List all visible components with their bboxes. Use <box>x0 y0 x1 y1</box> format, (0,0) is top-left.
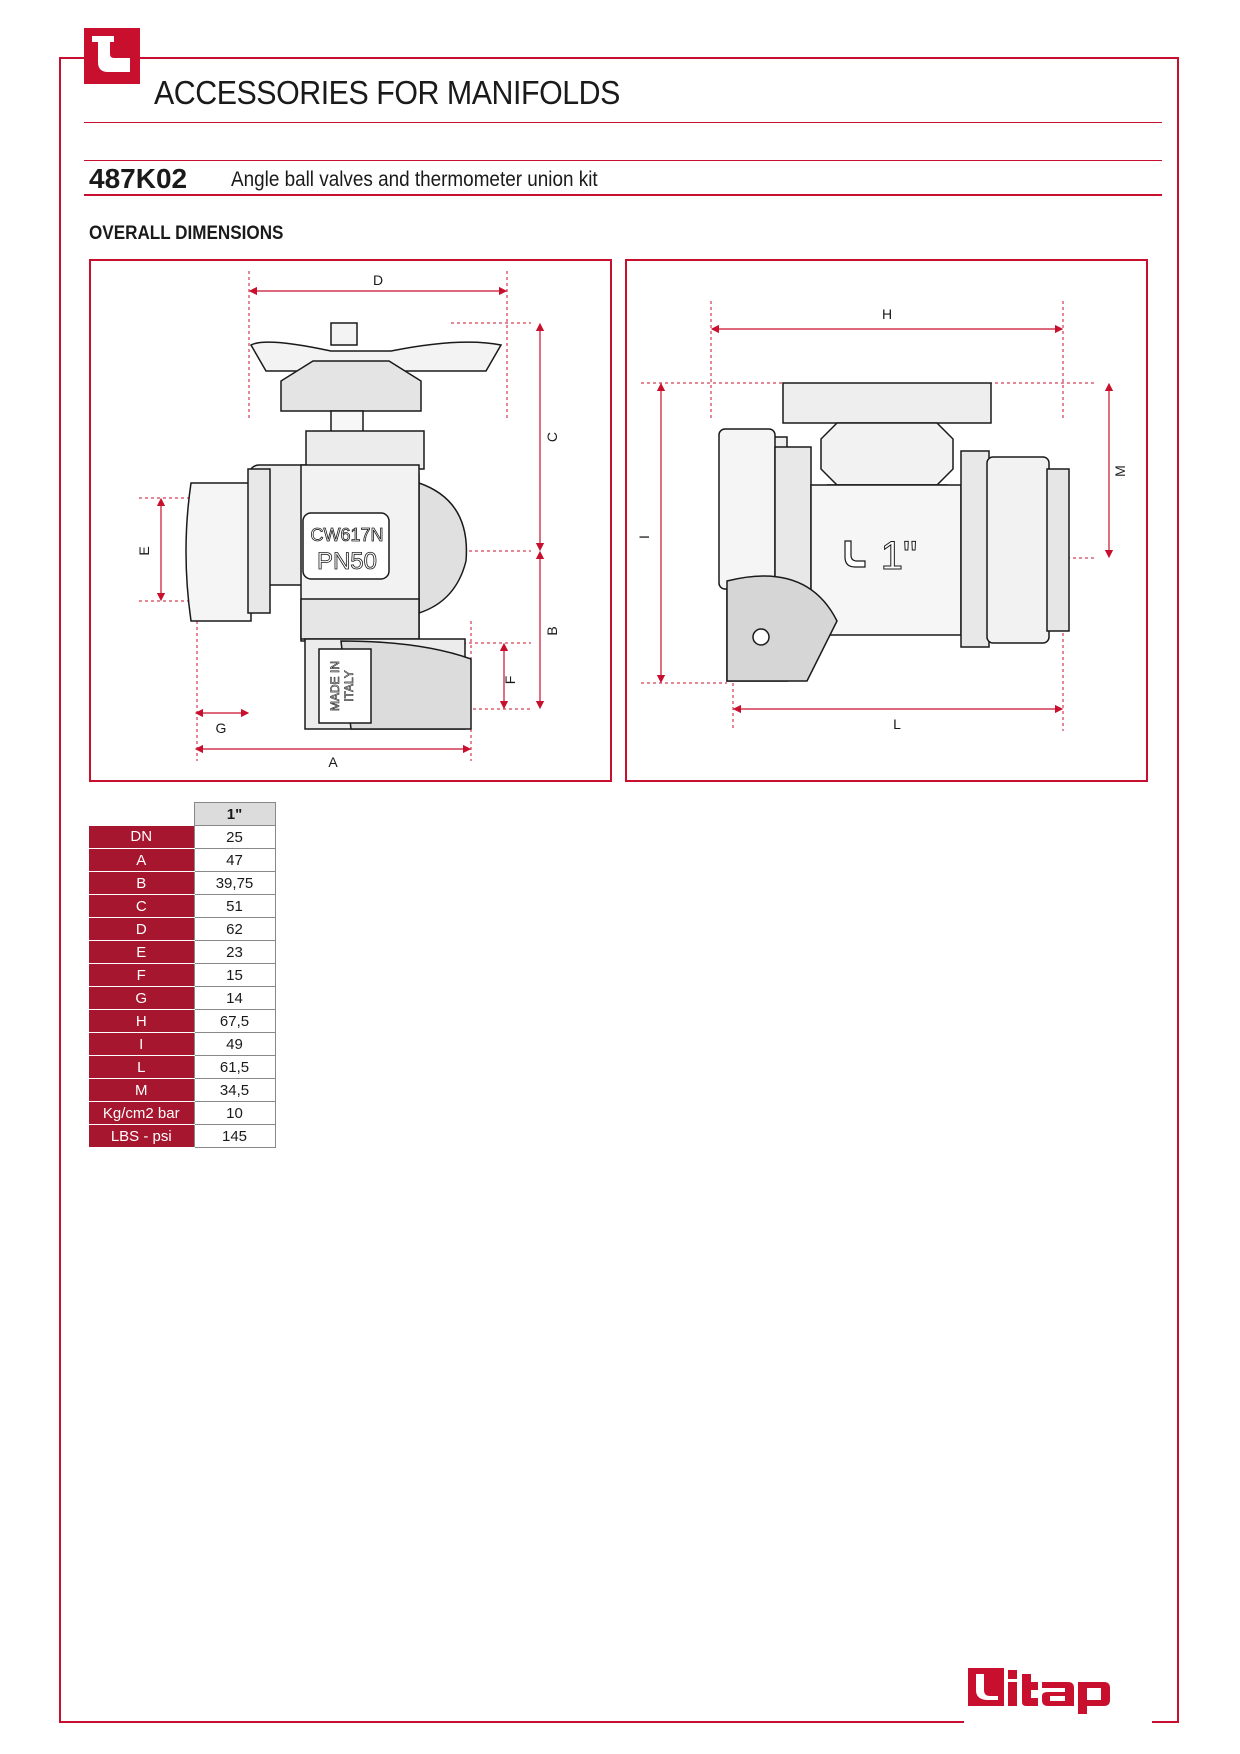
table-row-label: M <box>89 1079 194 1102</box>
dim-label-b: B <box>544 626 560 636</box>
table-row-label: B <box>89 872 194 895</box>
product-description: Angle ball valves and thermometer union kit <box>231 168 598 191</box>
page-title: ACCESSORIES FOR MANIFOLDS <box>154 74 620 111</box>
table-row-value: 34,5 <box>194 1079 275 1102</box>
dim-label-i: I <box>636 535 652 539</box>
mark-origin-1: MADE IN <box>328 660 342 712</box>
dimensions-table <box>89 802 276 1148</box>
table-row-value: 145 <box>194 1125 275 1148</box>
table-row-label: G <box>89 987 194 1010</box>
table-row <box>89 872 275 895</box>
itap-pipe-icon <box>84 28 140 84</box>
mark-origin-2: ITALY <box>342 670 356 702</box>
table-row-label: H <box>89 1010 194 1033</box>
table-row <box>89 895 275 918</box>
frame-left <box>59 57 61 1723</box>
table-column-header: 1" <box>194 803 275 826</box>
table-row-label: LBS - psi <box>89 1125 194 1148</box>
table-row-value: 14 <box>194 987 275 1010</box>
table-row <box>89 849 275 872</box>
table-row-value: 47 <box>194 849 275 872</box>
dim-label-f: F <box>502 675 518 685</box>
table-row-value: 61,5 <box>194 1056 275 1079</box>
table-row <box>89 1125 275 1148</box>
table-row <box>89 964 275 987</box>
dim-label-l: L <box>893 716 901 732</box>
table-row <box>89 1079 275 1102</box>
frame-top-right <box>140 57 1179 59</box>
product-code: 487K02 <box>89 163 188 194</box>
drawing-front-view <box>625 259 1148 782</box>
table-row-value: 10 <box>194 1102 275 1125</box>
product-rule-top <box>84 160 1162 161</box>
itap-logo <box>968 1660 1148 1716</box>
table-row-label: L <box>89 1056 194 1079</box>
table-row-value: 67,5 <box>194 1010 275 1033</box>
dim-label-e: E <box>136 546 152 556</box>
dim-label-c: C <box>544 431 560 443</box>
table-row <box>89 1102 275 1125</box>
table-row <box>89 1010 275 1033</box>
table-row-value: 39,75 <box>194 872 275 895</box>
table-row-label: F <box>89 964 194 987</box>
table-row-label: I <box>89 1033 194 1056</box>
dim-label-g: G <box>215 720 227 736</box>
valve-body-front <box>719 383 1069 681</box>
mark-size: 1" <box>880 534 918 578</box>
dim-label-d: D <box>372 272 384 288</box>
frame-bottom-left <box>59 1721 964 1723</box>
frame-top-left <box>59 57 84 59</box>
table-row <box>89 1033 275 1056</box>
table-row <box>89 1056 275 1079</box>
table-row <box>89 918 275 941</box>
table-body <box>89 826 275 1148</box>
table-row-label: C <box>89 895 194 918</box>
dim-label-m: M <box>1112 465 1128 477</box>
table-row <box>89 941 275 964</box>
header-rule <box>84 122 1162 123</box>
table-row-value: 49 <box>194 1033 275 1056</box>
table-row-label: E <box>89 941 194 964</box>
frame-bottom-right <box>1152 1721 1179 1723</box>
table-row-label: A <box>89 849 194 872</box>
section-heading: OVERALL DIMENSIONS <box>89 223 284 244</box>
dim-label-h: H <box>881 306 893 322</box>
frame-right <box>1177 57 1179 1723</box>
table-row-label: Kg/cm2 bar <box>89 1102 194 1125</box>
table-row-value: 62 <box>194 918 275 941</box>
table-row-value: 51 <box>194 895 275 918</box>
table-row-label: DN <box>89 826 194 849</box>
drawing-side-view <box>89 259 612 782</box>
table-row-value: 23 <box>194 941 275 964</box>
product-rule-bottom <box>84 194 1162 196</box>
table-row-label: D <box>89 918 194 941</box>
mark-pressure: PN50 <box>316 548 378 575</box>
table-row-value: 25 <box>194 826 275 849</box>
table-row-value: 15 <box>194 964 275 987</box>
dim-label-a: A <box>328 754 338 770</box>
table-corner <box>89 803 194 826</box>
table-row <box>89 987 275 1010</box>
table-row <box>89 826 275 849</box>
mark-material: CW617N <box>310 525 384 545</box>
